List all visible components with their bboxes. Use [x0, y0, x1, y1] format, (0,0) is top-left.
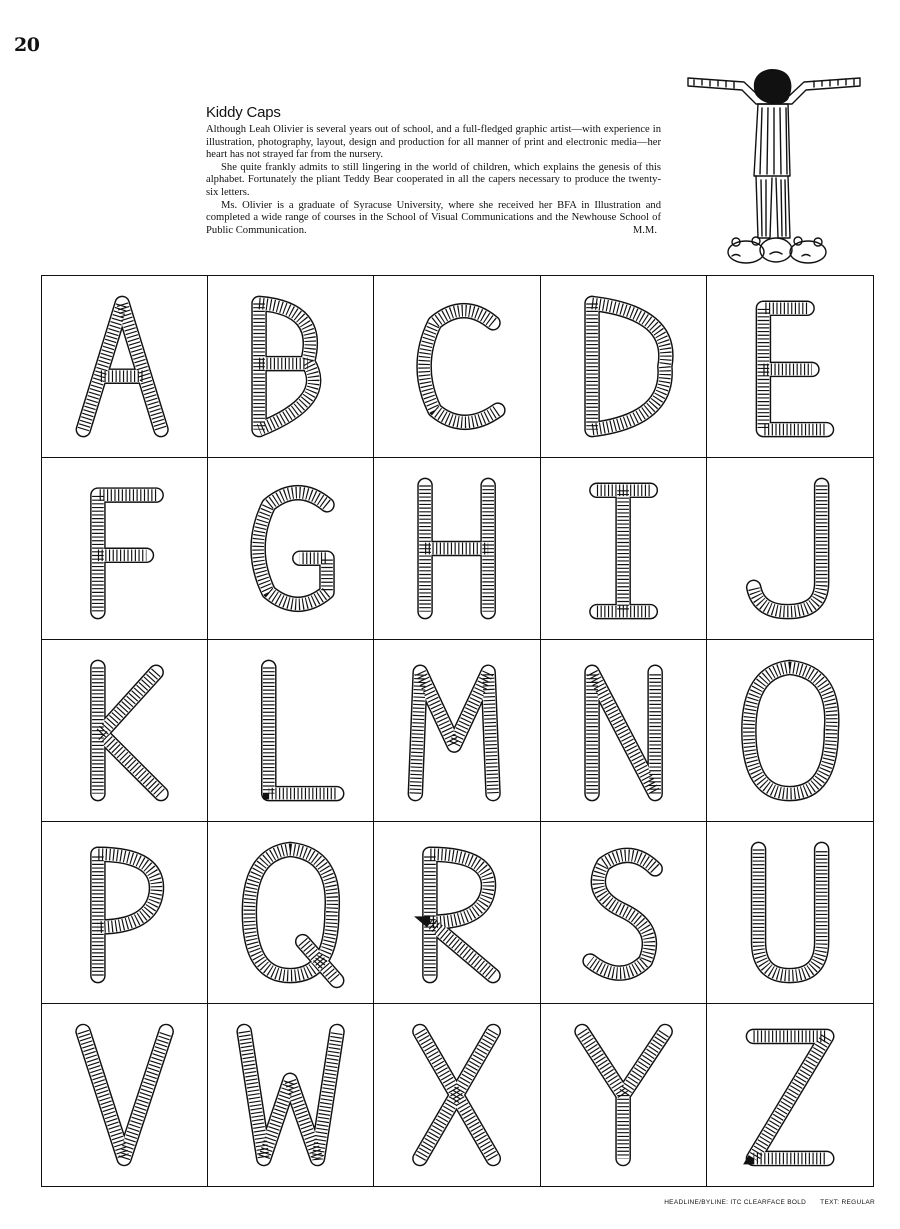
alphabet-grid: [41, 275, 874, 1187]
letter-illustration-y: [549, 1012, 698, 1178]
letter-cell-n: [541, 640, 707, 822]
letter-cell-v: [42, 1004, 208, 1186]
letter-cell-a: [42, 276, 208, 458]
article-body: [206, 124, 661, 237]
letter-cell-f: [42, 458, 208, 640]
letter-illustration-k: [50, 648, 199, 813]
text-font-credit: TEXT: REGULAR: [820, 1199, 875, 1206]
letter-illustration-n: [549, 648, 698, 813]
paragraph-3-text: Ms. Olivier is a graduate of Syracuse University, where she received her BFA in Illustration and completed a wide range of courses in the School of Visual Communications and the Newhouse School of Public Communication.: [206, 199, 661, 236]
letter-cell-o: [707, 640, 873, 822]
paragraph-3: [206, 200, 661, 238]
letter-illustration-x: [382, 1012, 531, 1178]
letter-illustration-o: [715, 648, 865, 813]
letter-illustration-i: [549, 466, 698, 631]
letter-illustration-g: [216, 466, 365, 631]
letter-illustration-v: [50, 1012, 199, 1178]
letter-cell-b: [208, 276, 374, 458]
letter-cell-j: [707, 458, 873, 640]
letter-cell-m: [374, 640, 540, 822]
letter-illustration-l: [216, 648, 365, 813]
letter-cell-r: [374, 822, 540, 1004]
letter-cell-h: [374, 458, 540, 640]
letter-illustration-s: [549, 830, 698, 995]
letter-cell-s: [541, 822, 707, 1004]
paragraph-1: Although Leah Olivier is several years out of school, and a full-fledged graphic artist—with experience in illustration, photography, layout, design and production for all manner of print and electronic media—her heart has not strayed far from the nursery.: [206, 124, 661, 161]
letter-illustration-d: [549, 284, 698, 449]
letter-cell-c: [374, 276, 540, 458]
letter-cell-u: [707, 822, 873, 1004]
letter-cell-y: [541, 1004, 707, 1186]
letter-illustration-e: [715, 284, 865, 449]
letter-illustration-m: [382, 648, 531, 813]
letter-cell-d: [541, 276, 707, 458]
letter-illustration-j: [715, 466, 865, 631]
letter-cell-z: [707, 1004, 873, 1186]
article: [206, 104, 661, 237]
letter-cell-l: [208, 640, 374, 822]
letter-illustration-f: [50, 466, 199, 631]
letter-illustration-a: [50, 284, 199, 449]
letter-cell-g: [208, 458, 374, 640]
letter-illustration-r: [382, 830, 531, 995]
letter-cell-k: [42, 640, 208, 822]
letter-illustration-b: [216, 284, 365, 449]
letter-cell-w: [208, 1004, 374, 1186]
paragraph-2: She quite frankly admits to still lingering in the world of children, which explains the genesis of this alphabet. Fortunately the pliant Teddy Bear cooperated in all the capers necessary to produce the twenty-six letters.: [206, 161, 661, 198]
typeface-credit: [664, 1199, 875, 1206]
letter-illustration-u: [715, 830, 865, 995]
letter-illustration-c: [382, 284, 531, 449]
hero-letter-t-illustration: [684, 66, 864, 271]
letter-illustration-p: [50, 830, 199, 995]
letter-cell-p: [42, 822, 208, 1004]
letter-illustration-w: [216, 1012, 365, 1178]
letter-cell-q: [208, 822, 374, 1004]
page-number: 20: [14, 34, 40, 56]
article-headline: Kiddy Caps: [206, 104, 281, 121]
letter-cell-x: [374, 1004, 540, 1186]
letter-illustration-h: [382, 466, 531, 631]
letter-illustration-q: [216, 830, 365, 995]
letter-illustration-z: [715, 1012, 865, 1178]
byline: M.M.: [632, 224, 657, 236]
letter-cell-i: [541, 458, 707, 640]
letter-cell-e: [707, 276, 873, 458]
headline-font-credit: HEADLINE/BYLINE: ITC CLEARFACE BOLD: [664, 1199, 807, 1206]
